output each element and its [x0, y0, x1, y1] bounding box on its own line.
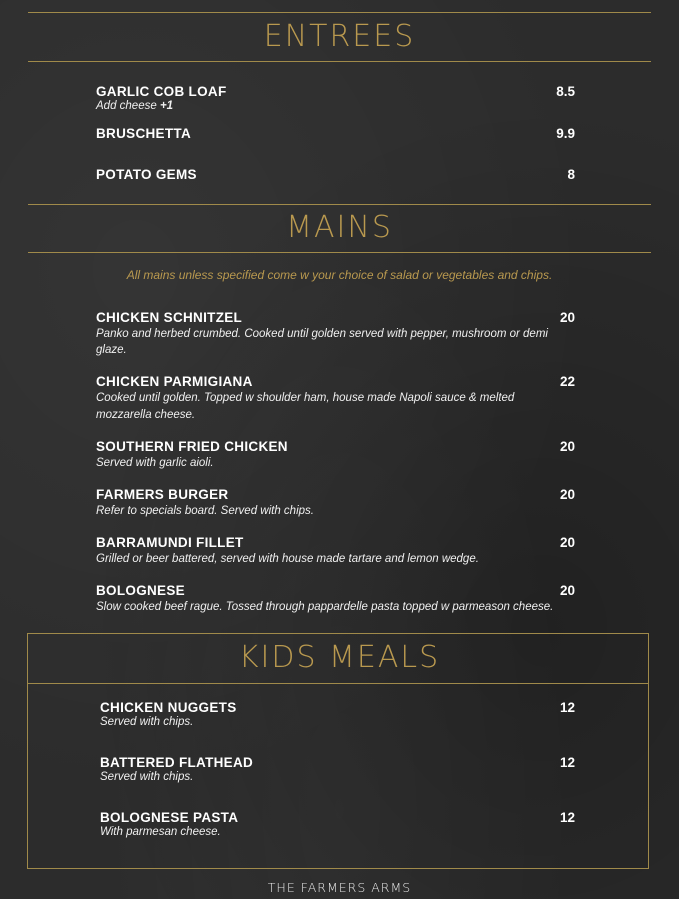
entrees-top-rule — [28, 12, 651, 13]
item-name: SOUTHERN FRIED CHICKEN — [96, 439, 288, 454]
item-price: 9.9 — [556, 126, 575, 141]
item-desc-line1: Cooked until golden. Topped w shoulder ham, house made Napoli sauce & melted — [96, 392, 515, 404]
item-name: POTATO GEMS — [96, 167, 197, 182]
item-desc: Grilled or beer battered, served with house made tartare and lemon wedge. — [96, 553, 479, 565]
item-desc-line2: mozzarella cheese. — [96, 409, 196, 421]
mains-bottom-rule — [28, 252, 651, 253]
item-name: FARMERS BURGER — [96, 487, 229, 502]
footer-venue-name: THE FARMERS ARMS — [267, 880, 412, 895]
item-price: 20 — [559, 310, 575, 325]
item-price: 8 — [567, 167, 575, 182]
item-desc: Served with chips. — [100, 771, 194, 783]
item-desc: Served with chips. — [100, 716, 194, 728]
item-price: 20 — [559, 583, 575, 598]
entrees-heading: ENTREES — [263, 19, 416, 54]
item-desc: With parmesan cheese. — [100, 826, 221, 838]
item-name: BRUSCHETTA — [96, 126, 191, 141]
kids-meals-rule — [28, 683, 649, 684]
item-name: BOLOGNESE — [96, 583, 185, 598]
item-name: CHICKEN PARMIGIANA — [96, 374, 253, 389]
item-price: 8.5 — [556, 84, 575, 99]
item-desc — [96, 98, 173, 115]
entrees-bottom-rule — [28, 61, 651, 62]
item-desc: Refer to specials board. Served with chips. — [96, 505, 314, 517]
item-price: 20 — [559, 487, 575, 502]
item-desc-line2: glaze. — [96, 344, 127, 356]
mains-top-rule — [28, 204, 651, 205]
item-name: GARLIC COB LOAF — [96, 84, 227, 99]
item-desc: Served with garlic aioli. — [96, 457, 214, 469]
item-name: CHICKEN NUGGETS — [100, 700, 237, 715]
item-price: 20 — [559, 535, 575, 550]
item-price: 12 — [559, 755, 575, 770]
item-desc: Slow cooked beef rague. Tossed through pappardelle pasta topped w parmeason cheese. — [96, 601, 554, 613]
item-price: 22 — [559, 374, 575, 389]
item-name: BOLOGNESE PASTA — [100, 810, 239, 825]
item-price: 12 — [559, 700, 575, 715]
mains-heading: MAINS — [286, 210, 393, 245]
item-name: BARRAMUNDI FILLET — [96, 535, 244, 550]
item-addon-price: +1 — [159, 100, 174, 112]
item-price: 20 — [559, 439, 575, 454]
mains-note: All mains unless specified come w your choice of salad or vegetables and chips. — [126, 268, 553, 282]
item-name: BATTERED FLATHEAD — [100, 755, 254, 770]
item-price: 12 — [559, 810, 575, 825]
item-desc-line1: Panko and herbed crumbed. Cooked until golden served with pepper, mushroom or demi — [96, 328, 548, 340]
item-addon-label: Add cheese — [96, 100, 160, 112]
kids-meals-heading: KIDS MEALS — [238, 640, 441, 675]
item-name: CHICKEN SCHNITZEL — [96, 310, 243, 325]
